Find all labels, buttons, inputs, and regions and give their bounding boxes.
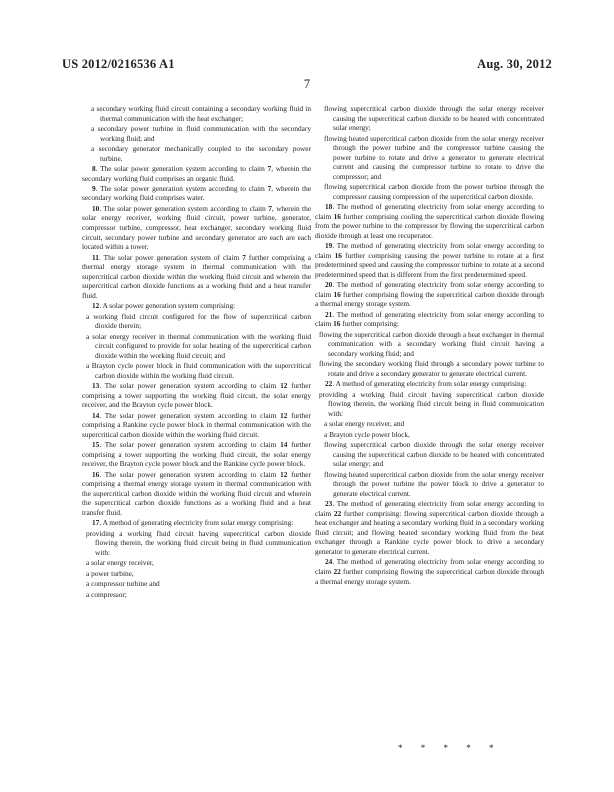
claim-element: a working fluid circuit configured for the flow of supercritical carbon dioxide therein; bbox=[86, 311, 311, 331]
claim-element: flowing the secondary working fluid through a secondary power turbine to rotate and drive a secondary generator to generate electrical current. bbox=[319, 359, 544, 378]
claim-paragraph: 9. The solar power generation system according to claim 7, wherein the secondary working fluid comprises water. bbox=[82, 183, 311, 203]
claim-element: a compressor; bbox=[86, 589, 127, 599]
claim-paragraph: 21. The method of generating electricity from solar energy according to claim 16 further comprising: bbox=[315, 309, 544, 329]
claim-element: flowing heated supercritical carbon dioxide from the solar energy receiver through the power turbine the power block to drive a generator to generate electrical current. bbox=[324, 469, 544, 498]
claim-paragraph: 8. The solar power generation system according to claim 7, wherein the secondary working fluid comprises an organic fluid. bbox=[82, 163, 311, 183]
claim-paragraph: 19. The method of generating electricity from solar energy according to claim 16 further comprising causing the power turbine to rotate at a first predetermined speed and causing the compressor turbine to rotate at a second predetermined speed that is different from the first predetermined speed. bbox=[315, 241, 544, 279]
claim-paragraph: 16. The solar power generation system according to claim 12 further comprising a thermal energy storage system in thermal communication with the supercritical carbon dioxide within the working fluid circuit and wherein the supercritical carbon dioxide functions as a working fluid and a heat transfer fluid. bbox=[82, 469, 311, 517]
right-column bbox=[315, 104, 544, 587]
publication-date: Aug. 30, 2012 bbox=[477, 57, 552, 71]
publication-number: US 2012/0216536 A1 bbox=[62, 57, 175, 71]
claim-element: a secondary generator mechanically coupled to the secondary power turbine. bbox=[91, 143, 311, 163]
claim-element: flowing supercritical carbon dioxide through the solar energy receiver causing the supercritical carbon dioxide to be heated with concentrated solar energy; bbox=[324, 104, 544, 133]
claim-paragraph: 23. The method of generating electricity from solar energy according to claim 22 further comprising: flowing supercritical carbon dioxide through a heat exchanger and heating a secondary working fluid in a secondary working fluid circuit; and flowing heated secondary working fluid from the heat exchanger through a Rankine cycle power block to drive a secondary generator to generate electrical current. bbox=[315, 499, 544, 556]
claim-element: a Brayton cycle power block, bbox=[324, 429, 410, 439]
left-column bbox=[82, 104, 311, 600]
claim-element: flowing heated supercritical carbon dioxide from the solar energy receiver through the power turbine and the compressor turbine causing the power turbine to rotate and drive a generator to generate electrical current and causing the compressor turbine to rotate to drive the compressor; and bbox=[324, 133, 544, 181]
claim-paragraph: 14. The solar power generation system according to claim 12 further comprising a Rankine cycle power block in thermal communication with the supercritical carbon dioxide within the working fluid circuit. bbox=[82, 410, 311, 439]
claim-element: a solar energy receiver, bbox=[86, 558, 154, 568]
claim-element: providing a working fluid circuit having supercritical carbon dioxide flowing therein, the working fluid circuit being in fluid communication with: bbox=[86, 528, 311, 557]
claim-element: a secondary working fluid circuit containing a secondary working fluid in thermal communication with the heat exchanger; bbox=[91, 104, 311, 123]
claim-paragraph: 15. The solar power generation system according to claim 14 further comprising a tower supporting the working fluid circuit, the solar energy receiver, the Brayton cycle power block and the Rankine cycle power block. bbox=[82, 440, 311, 469]
claim-element: a solar energy receiver, and bbox=[324, 419, 405, 429]
claim-element: a Brayton cycle power block in fluid communication with the supercritical carbon dioxide within the working fluid circuit. bbox=[86, 361, 311, 380]
claim-element: a secondary power turbine in fluid communication with the secondary working fluid; and bbox=[91, 123, 311, 143]
claim-paragraph: 10. The solar power generation system according to claim 7, wherein the solar energy receiver, working fluid circuit, power turbine, generator, compressor turbine, compressor, heat exchanger, secondary working fluid circuit, secondary power turbine and secondary generator are each are each located within a tower. bbox=[82, 203, 311, 252]
claim-element: flowing supercritical carbon dioxide through the solar energy receiver causing the supercritical carbon dioxide to be heated with concentrated solar energy; and bbox=[324, 440, 544, 469]
claim-element: flowing supercritical carbon dioxide from the power turbine through the compressor causing compression of the supercritical carbon dioxide. bbox=[324, 182, 544, 201]
claim-paragraph: 12. A solar power generation system comprising: bbox=[92, 301, 236, 311]
claim-paragraph: 11. The solar power generation system of claim 7 further comprising a thermal energy storage system in thermal communication with the supercritical carbon dioxide within the working fluid circuit and wherein the supercritical carbon dioxide functions as a working fluid and a heat transfer fluid. bbox=[82, 252, 312, 300]
claim-element: a solar energy receiver in thermal communication with the working fluid circuit configured to provide for solar heating of the supercritical carbon dioxide within the working fluid circuit; and bbox=[86, 331, 311, 360]
claim-paragraph: 24. The method of generating electricity from solar energy according to claim 22 further comprising flowing the supercritical carbon dioxide through a thermal energy storage system. bbox=[315, 557, 544, 586]
claim-paragraph: 13. The solar power generation system according to claim 12 further comprising a tower supporting the working fluid circuit, the solar energy receiver, and the Brayton cycle power block. bbox=[82, 381, 311, 410]
claim-paragraph: 18. The method of generating electricity from solar energy according to claim 16 further comprising cooling the supercritical carbon dioxide flowing from the power turbine to the compressor by flowing the supercritical carbon dioxide through at least one recuperator. bbox=[315, 202, 544, 240]
claim-element: a compressor turbine and bbox=[86, 579, 160, 589]
page-number: 7 bbox=[303, 77, 311, 91]
end-of-document-mark: * * * * * bbox=[398, 743, 502, 753]
claim-paragraph: 20. The method of generating electricity from solar energy according to claim 16 further comprising flowing the supercritical carbon dioxide through a thermal energy storage system. bbox=[315, 280, 544, 309]
claim-element: providing a working fluid circuit having supercritical carbon dioxide flowing therein, the working fluid circuit being in fluid communication with: bbox=[319, 389, 544, 418]
claim-element: flowing the supercritical carbon dioxide through a heat exchanger in thermal communication with a secondary working fluid circuit having a secondary working fluid; and bbox=[319, 329, 544, 358]
claim-paragraph: 17. A method of generating electricity from solar energy comprising: bbox=[92, 518, 294, 528]
claim-paragraph: 22. A method of generating electricity from solar energy comprising: bbox=[325, 379, 527, 389]
claim-element: a power turbine, bbox=[86, 568, 134, 578]
